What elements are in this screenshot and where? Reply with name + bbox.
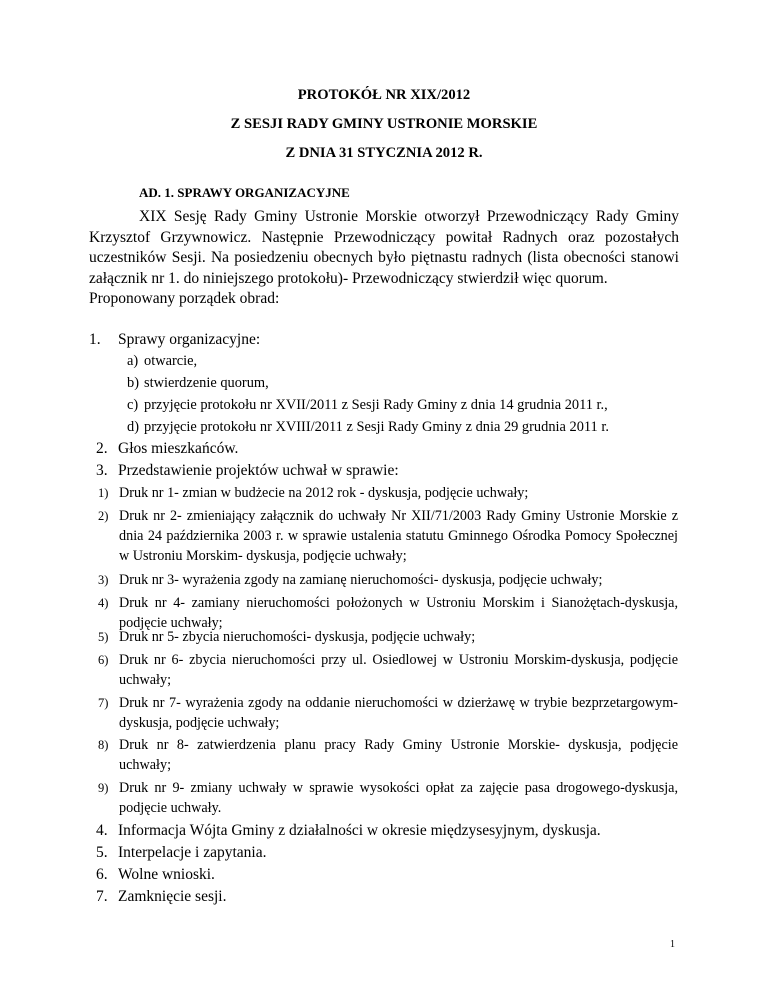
item-number: 4) — [98, 596, 109, 610]
agenda-intro: Proponowany porządek obrad: — [89, 290, 280, 307]
item-text: Interpelacje i zapytania. — [118, 844, 267, 861]
resolution-draft-2 — [98, 506, 678, 566]
resolution-draft-5 — [98, 627, 678, 647]
item-text: przyjęcie protokołu nr XVIII/2011 z Sesji Rady Gminy z dnia 29 grudnia 2011 r. — [144, 419, 609, 435]
item-text: przyjęcie protokołu nr XVII/2011 z Sesji Rady Gminy z dnia 14 grudnia 2011 r., — [144, 397, 608, 413]
item-text: stwierdzenie quorum, — [144, 375, 269, 391]
item-number: 1) — [98, 486, 109, 500]
document-title: PROTOKÓŁ NR XIX/2012 — [297, 87, 471, 103]
item-text: Sprawy organizacyjne: — [118, 331, 261, 348]
item-number: 2. — [96, 440, 108, 457]
agenda-subitem-d — [127, 417, 609, 437]
item-text: Druk nr 1- zmian w budżecie na 2012 rok - dyskusja, podjęcie uchwały; — [119, 485, 529, 501]
item-text: Druk nr 8- zatwierdzenia planu pracy Rady Gminy Ustronie Morskie- dyskusja, podjęcie uchwały; — [119, 737, 678, 773]
item-number: 3. — [96, 462, 108, 479]
item-text: Druk nr 3- wyrażenia zgody na zamianę nieruchomości- dyskusja, podjęcie uchwały; — [119, 572, 603, 588]
agenda-subitem-b — [127, 373, 269, 393]
section-heading — [139, 185, 350, 201]
item-text: Druk nr 9- zmiany uchwały w sprawie wysokości opłat za zajęcie pasa drogowego-dyskusja, podjęcie uchwały. — [119, 780, 678, 816]
resolution-draft-3 — [98, 570, 678, 590]
item-text: Wolne wnioski. — [118, 866, 215, 883]
item-number: 2) — [98, 509, 109, 523]
agenda-item-3 — [96, 461, 399, 481]
agenda-item-4 — [96, 821, 601, 841]
agenda-item-2 — [96, 439, 238, 459]
document-subtitle-date: Z DNIA 31 STYCZNIA 2012 R. — [285, 145, 483, 161]
item-text: Przedstawienie projektów uchwał w sprawie: — [118, 462, 399, 479]
item-number: 3) — [98, 573, 109, 587]
item-number: 5) — [98, 630, 109, 644]
resolution-draft-1 — [98, 483, 678, 503]
item-text: Głos mieszkańców. — [118, 440, 239, 457]
item-number: b) — [127, 375, 139, 391]
agenda-item-7 — [96, 887, 226, 907]
page-number: 1 — [670, 939, 675, 950]
item-number: 6) — [98, 653, 109, 667]
item-text: otwarcie, — [144, 353, 198, 369]
agenda-item-5 — [96, 843, 266, 863]
resolution-draft-9 — [98, 778, 678, 818]
item-number: 7) — [98, 696, 109, 710]
item-text: Druk nr 5- zbycia nieruchomości- dyskusja, podjęcie uchwały; — [119, 629, 476, 645]
item-number: 1. — [89, 331, 101, 348]
agenda-subitem-c — [127, 395, 608, 415]
item-text: Druk nr 2- zmieniający załącznik do uchwały Nr XII/71/2003 Rady Gminy Ustronie Morskie z dnia 24 października 2003 r. w sprawie ustalenia statutu Gminnego Ośrodka Pomocy Społecznej w Ustroniu Morskim- dyskusja, podjęcie uchwały; — [119, 508, 678, 564]
item-text: Zamknięcie sesji. — [118, 888, 227, 905]
intro-text — [89, 207, 679, 310]
item-number: 9) — [98, 781, 109, 795]
item-number: 7. — [96, 888, 108, 905]
item-number: 6. — [96, 866, 108, 883]
intro-paragraph: XIX Sesję Rady Gminy Ustronie Morskie otworzył Przewodniczący Rady Gminy Krzysztof Grzywnowicz. Następnie Przewodniczący powitał Radnych oraz pozostałych uczestników Sesji. Na posiedzeniu obecnych było piętnastu radnych (lista obecności stanowi załącznik nr 1. do niniejszego protokołu)- Przewodniczący stwierdził więc quorum. — [89, 208, 679, 287]
item-number: 8) — [98, 738, 109, 752]
resolution-draft-6 — [98, 650, 678, 690]
item-text: Druk nr 6- zbycia nieruchomości przy ul. Osiedlowej w Ustroniu Morskim-dyskusja, podjęcie uchwały; — [119, 652, 678, 688]
item-number: a) — [127, 353, 139, 369]
section-heading-rest: PRAWY ORGANIZACYJNE — [184, 185, 350, 200]
item-text: Druk nr 7- wyrażenia zgody na oddanie nieruchomości w dzierżawę w trybie bezprzetargowym- dyskusja, podjęcie uchwały; — [119, 695, 678, 731]
item-number: 5. — [96, 844, 108, 861]
item-number: c) — [127, 397, 139, 413]
item-number: 4. — [96, 822, 108, 839]
resolution-draft-7 — [98, 693, 678, 733]
agenda-item-1 — [89, 330, 260, 350]
item-text: Druk nr 4- zamiany nieruchomości położonych w Ustroniu Morskim i Sianożętach-dyskusja, podjęcie uchwały; — [119, 595, 678, 631]
item-number: d) — [127, 419, 139, 435]
item-text: Informacja Wójta Gminy z działalności w okresie międzysesyjnym, dyskusja. — [118, 822, 601, 839]
section-heading-prefix: AD. 1. S — [139, 185, 185, 200]
agenda-subitem-a — [127, 351, 197, 371]
document-subtitle-session: Z SESJI RADY GMINY USTRONIE MORSKIE — [230, 116, 538, 132]
resolution-draft-8 — [98, 735, 678, 775]
agenda-item-6 — [96, 865, 215, 885]
